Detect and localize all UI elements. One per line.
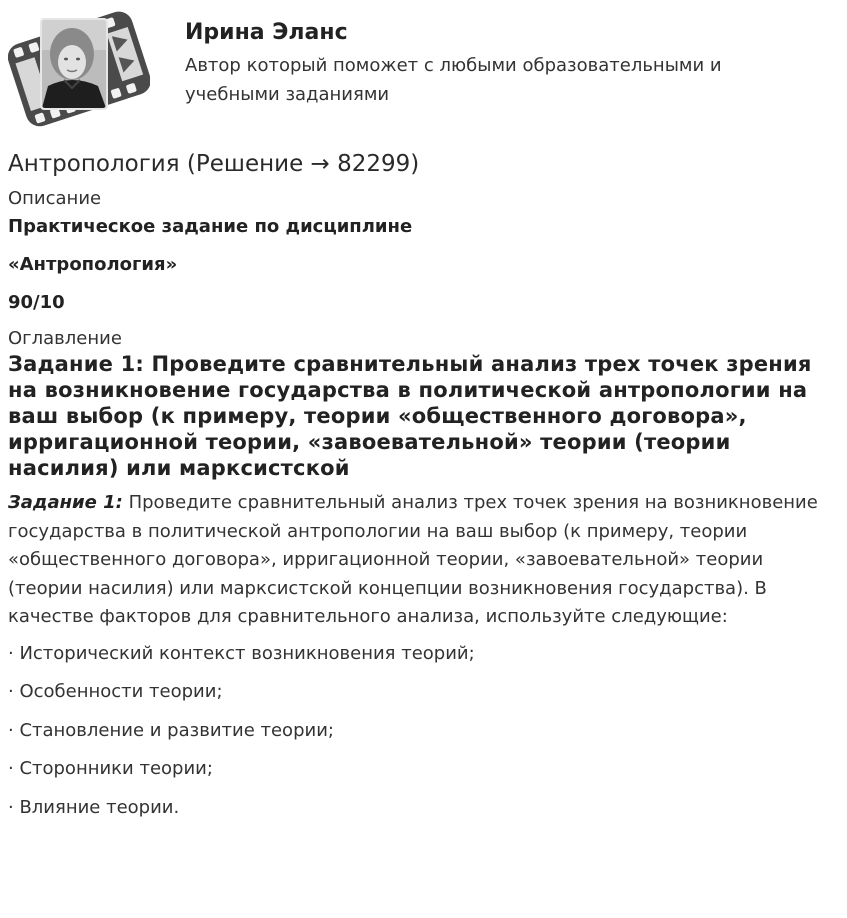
page-title: Антропология (Решение → 82299) [8,151,420,177]
author-description: Автор который поможет с любыми образовательными и учебными заданиями [185,55,722,105]
list-item: · Сторонники теории; [8,758,213,779]
description-label: Описание [8,188,102,209]
task-text [8,489,843,632]
task-body: Проведите сравнительный анализ трех точек зрения на возникновение государства в политической антропологии на ваш выбор (к примеру, теории «общественного договора», ирригационной теории, «завоевательной» теории (теории насилия) или марксистской концепции возникновения государства). В качестве факторов для сравнительного анализа, используйте следующие: [8,492,818,627]
description-line: Практическое задание по дисциплине [8,216,413,237]
list-item: · Становление и развитие теории; [8,719,334,741]
filmstrip-portrait-icon [8,8,150,128]
toc-heading: Задание 1: Проведите сравнительный анализ трех точек зрения на возникновение государства в политической антропологии на ваш выбор (к примеру, теории «общественного договора», ирригационной теории, «завоевательной» теории (теории насилия) или марксистской [8,352,812,480]
main-content [8,148,843,834]
author-card [8,8,838,130]
description-line: 90/10 [8,292,65,313]
task-label: Задание 1: [8,492,123,513]
list-item: · Исторический контекст возникновения теорий; [8,642,475,664]
description-line: «Антропология» [8,254,178,275]
list-item: · Влияние теории. [8,796,180,818]
toc-label: Оглавление [8,328,122,349]
list-item: · Особенности теории; [8,681,223,702]
author-name: Ирина Эланс [185,20,348,45]
task-factors-list [8,642,843,820]
